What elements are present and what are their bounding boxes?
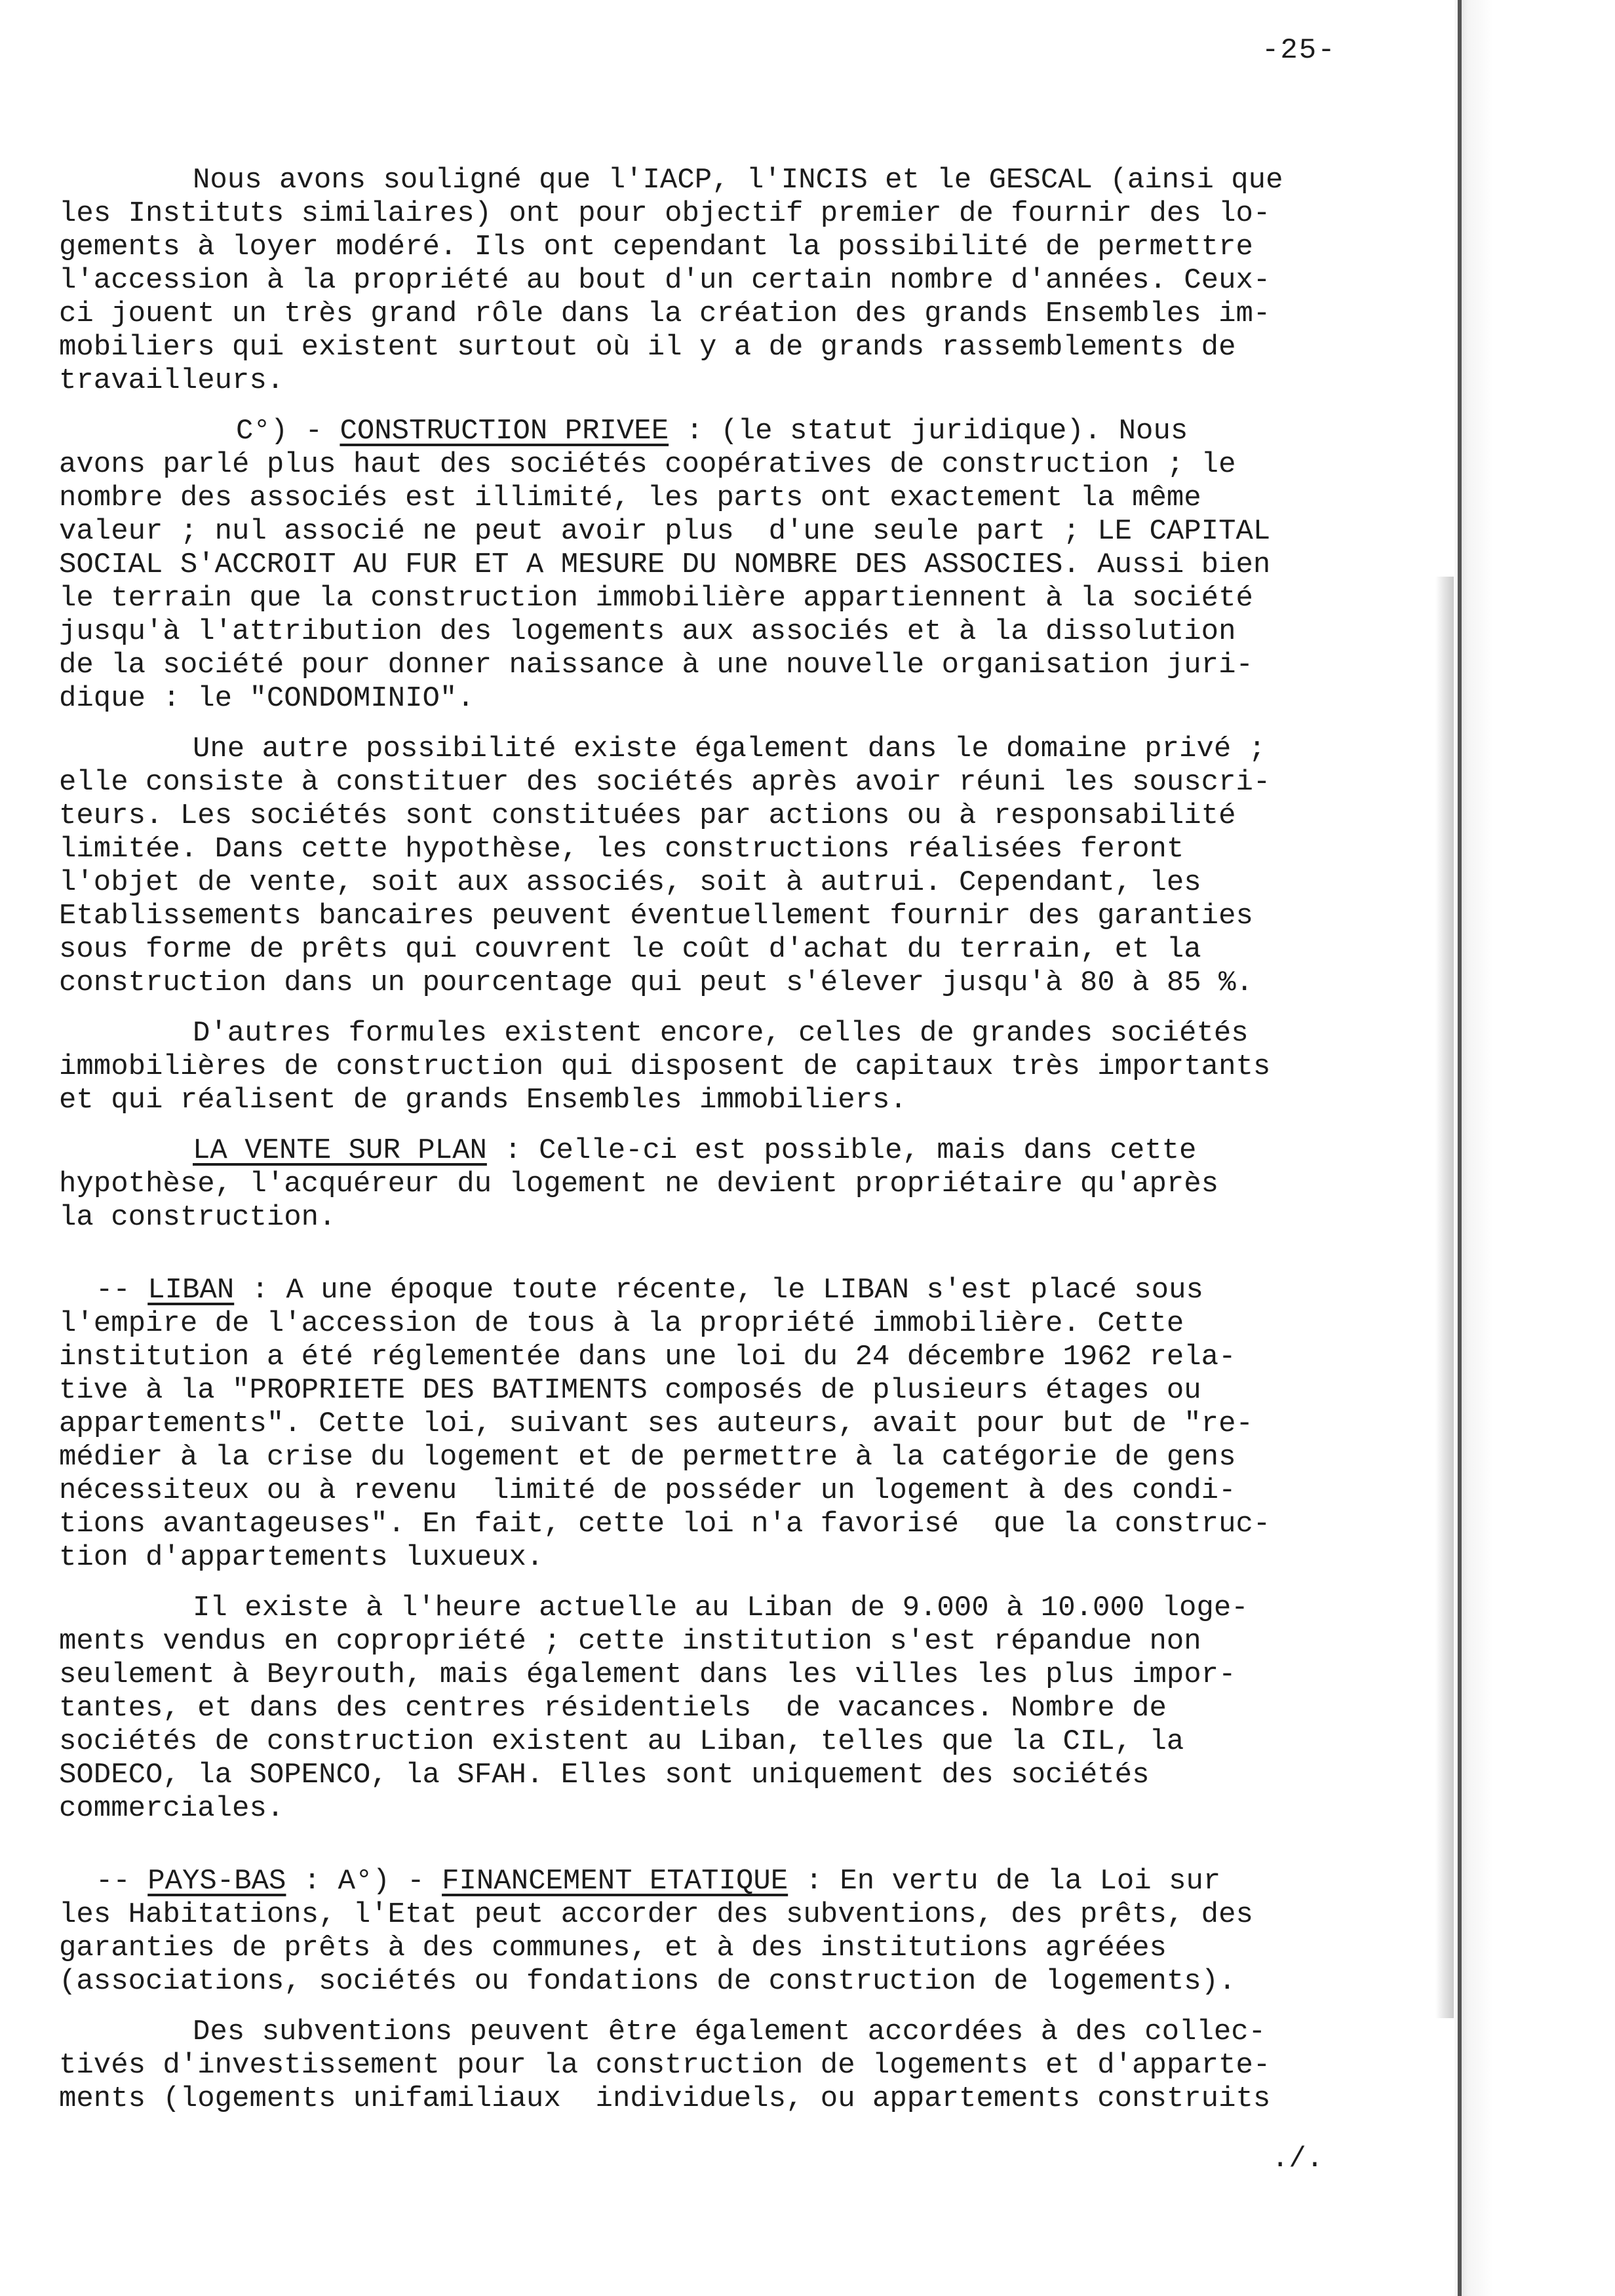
text-line: l'objet de vente, soit aux associés, soit à autrui. Cependant, les: [59, 866, 1201, 899]
text-line: valeur ; nul associé ne peut avoir plus d'une seule part ; LE CAPITAL: [59, 515, 1271, 548]
text-line: [59, 1134, 1449, 1168]
text-line: mobiliers qui existent surtout où il y a de grands rassemblements de: [59, 331, 1236, 364]
text-line: l'accession à la propriété au bout d'un certain nombre d'années. Ceux-: [59, 264, 1271, 297]
paragraph-liban: [59, 1274, 1449, 1575]
text-line: les Habitations, l'Etat peut accorder des subventions, des prêts, des: [59, 1898, 1253, 1931]
text-line: Des subventions peuvent être également accordées à des collec-: [193, 2016, 1266, 2048]
section-heading: CONSTRUCTION PRIVEE: [340, 415, 669, 448]
text-line: [59, 1274, 1449, 1307]
text-line: Une autre possibilité existe également dans le domaine privé ;: [193, 733, 1266, 765]
text-line: jusqu'à l'attribution des logements aux associés et à la dissolution: [59, 615, 1236, 648]
text-line: tions avantageuses". En fait, cette loi n'a favorisé que la construc-: [59, 1508, 1271, 1540]
text-line: Etablissements bancaires peuvent éventuellement fournir des garanties: [59, 900, 1253, 932]
text-line: tivés d'investissement pour la construction de logements et d'apparte-: [59, 2049, 1271, 2082]
text-line: de la société pour donner naissance à une nouvelle organisation juri-: [59, 649, 1253, 681]
heading-rest: : En vertu de la Loi sur: [788, 1865, 1221, 1898]
text-line: ci jouent un très grand rôle dans la création des grands Ensembles im-: [59, 297, 1271, 330]
section-heading: LIBAN: [147, 1274, 235, 1307]
text-line: immobilières de construction qui disposent de capitaux très importants: [59, 1050, 1271, 1083]
paragraph-pays-bas: [59, 1865, 1449, 1999]
text-line: ments (logements unifamiliaux individuels, ou appartements construits: [59, 2082, 1271, 2115]
text-line: nécessiteux ou à revenu limité de posséder un logement à des condi-: [59, 1474, 1236, 1507]
section-prefix: --: [96, 1865, 148, 1898]
text-line: construction dans un pourcentage qui peut s'élever jusqu'à 80 à 85 %.: [59, 966, 1253, 999]
text-line: sous forme de prêts qui couvrent le coût d'achat du terrain, et la: [59, 933, 1201, 966]
paragraph-construction-privee: [59, 415, 1449, 716]
heading-rest: : (le statut juridique). Nous: [669, 415, 1188, 448]
paragraph-autre-possibilite: [59, 733, 1449, 1000]
text-line: D'autres formules existent encore, celles de grandes sociétés: [193, 1017, 1249, 1050]
text-line: gements à loyer modéré. Ils ont cependant la possibilité de permettre: [59, 231, 1253, 263]
section-subheading: FINANCEMENT ETATIQUE: [442, 1865, 788, 1898]
text-line: l'empire de l'accession de tous à la propriété immobilière. Cette: [59, 1307, 1184, 1340]
text-line: nombre des associés est illimité, les parts ont exactement la même: [59, 482, 1201, 514]
text-line: médier à la crise du logement et de permettre à la catégorie de gens: [59, 1441, 1236, 1474]
text-line: et qui réalisent de grands Ensembles immobiliers.: [59, 1084, 907, 1117]
text-line: SOCIAL S'ACCROIT AU FUR ET A MESURE DU NOMBRE DES ASSOCIES. Aussi bien: [59, 548, 1271, 581]
section-heading: PAYS-BAS: [147, 1865, 286, 1898]
paragraph-autres-formules: [59, 1017, 1449, 1117]
text-line: [59, 1865, 1449, 1898]
text-line: [59, 415, 1449, 448]
text-line: elle consiste à constituer des sociétés après avoir réuni les souscri-: [59, 766, 1271, 799]
heading-middle: : A°) -: [286, 1865, 442, 1898]
section-heading: LA VENTE SUR PLAN: [193, 1134, 487, 1167]
page-number: -25-: [1262, 34, 1336, 67]
body-text: [59, 164, 1449, 2133]
text-line: sociétés de construction existent au Liban, telles que la CIL, la: [59, 1725, 1184, 1758]
text-line: commerciales.: [59, 1792, 284, 1825]
paragraph-liban-statistiques: [59, 1592, 1449, 1826]
section-prefix: --: [96, 1274, 148, 1307]
text-line: SODECO, la SOPENCO, la SFAH. Elles sont uniquement des sociétés: [59, 1759, 1150, 1791]
text-line: limitée. Dans cette hypothèse, les constructions réalisées feront: [59, 833, 1184, 866]
text-line: dique : le "CONDOMINIO".: [59, 682, 475, 715]
text-line: teurs. Les sociétés sont constituées par actions ou à responsabilité: [59, 799, 1236, 832]
text-line: institution a été réglementée dans une loi du 24 décembre 1962 rela-: [59, 1341, 1236, 1373]
text-line: le terrain que la construction immobilière appartiennent à la société: [59, 582, 1253, 615]
paragraph-subventions: [59, 2016, 1449, 2116]
text-line: tion d'appartements luxueux.: [59, 1541, 544, 1574]
heading-rest: : Celle-ci est possible, mais dans cette: [486, 1134, 1197, 1167]
text-line: seulement à Beyrouth, mais également dans les villes les plus impor-: [59, 1658, 1236, 1691]
text-line: Nous avons souligné que l'IACP, l'INCIS et le GESCAL (ainsi que: [193, 164, 1283, 197]
text-line: les Instituts similaires) ont pour objectif premier de fournir des lo-: [59, 197, 1271, 230]
text-line: ments vendus en copropriété ; cette institution s'est répandue non: [59, 1625, 1201, 1658]
text-line: travailleurs.: [59, 364, 284, 397]
scan-edge: [1454, 0, 1615, 2296]
text-line: garanties de prêts à des communes, et à des institutions agréées: [59, 1932, 1167, 1964]
paragraph-iacp: [59, 164, 1449, 398]
text-line: avons parlé plus haut des sociétés coopératives de construction ; le: [59, 448, 1236, 481]
paragraph-vente-sur-plan: [59, 1134, 1449, 1234]
text-line: (associations, sociétés ou fondations de construction de logements).: [59, 1965, 1236, 1998]
heading-rest: : A une époque toute récente, le LIBAN s'est placé sous: [234, 1274, 1203, 1307]
text-line: Il existe à l'heure actuelle au Liban de 9.000 à 10.000 loge-: [193, 1592, 1249, 1624]
text-line: appartements". Cette loi, suivant ses auteurs, avait pour but de "re-: [59, 1407, 1253, 1440]
section-prefix: C°) -: [236, 415, 340, 448]
text-line: tantes, et dans des centres résidentiels de vacances. Nombre de: [59, 1692, 1167, 1725]
text-line: la construction.: [59, 1201, 336, 1234]
text-line: tive à la "PROPRIETE DES BATIMENTS composés de plusieurs étages ou: [59, 1374, 1201, 1407]
text-line: hypothèse, l'acquéreur du logement ne devient propriétaire qu'après: [59, 1168, 1219, 1200]
continuation-mark: ./.: [1272, 2143, 1324, 2175]
